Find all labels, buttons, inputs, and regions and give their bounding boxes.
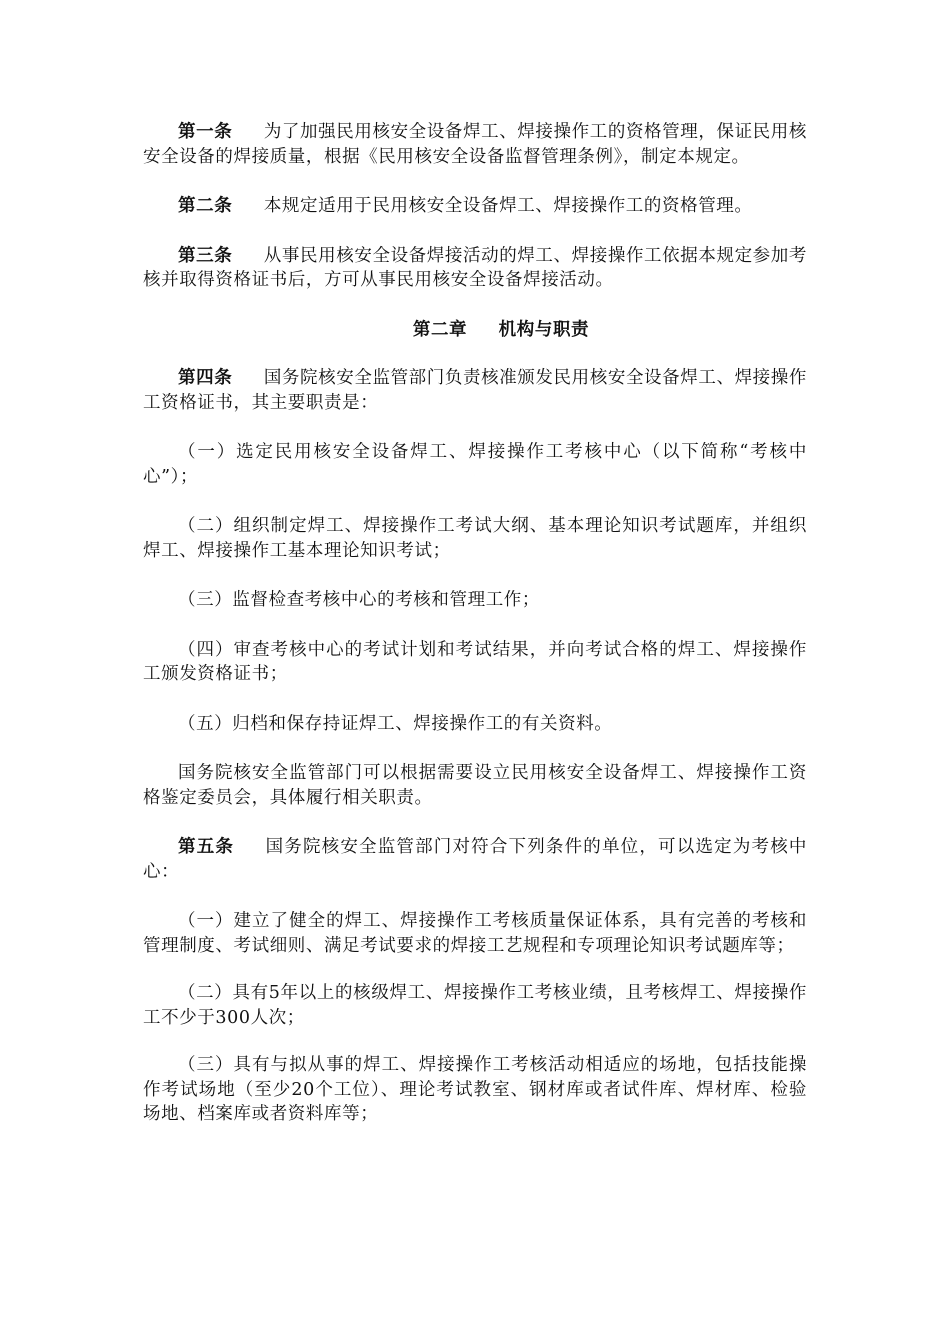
article-4-text: 国务院核安全监管部门负责核准颁发民用核安全设备焊工、焊接操作工资格证书，其主要职责是： xyxy=(143,368,807,413)
article-3-text: 从事民用核安全设备焊接活动的焊工、焊接操作工依据本规定参加考核并取得资格证书后，方可从事民用核安全设备焊接活动。 xyxy=(143,245,807,290)
article-4-item: （一）选定民用核安全设备焊工、焊接操作工考核中心（以下简称“考核中心”）； xyxy=(143,442,807,487)
article-2 xyxy=(143,194,807,219)
article-1 xyxy=(143,120,807,169)
chapter-heading xyxy=(143,318,807,343)
article-3-label: 第三条 xyxy=(178,245,233,266)
article-4-item: （四）审查考核中心的考试计划和考试结果，并向考试合格的焊工、焊接操作工颁发资格证书； xyxy=(143,639,807,684)
article-5-item: （三）具有与拟从事的焊工、焊接操作工考核活动相适应的场地，包括技能操作考试场地（至少20个工位）、理论考试教室、钢材库或者试件库、焊材库、检验场地、档案库或者资料库等； xyxy=(143,1055,807,1124)
article-4-label: 第四条 xyxy=(178,368,233,388)
chapter-title: 机构与职责 xyxy=(498,319,590,340)
article-5 xyxy=(143,835,807,884)
article-4-closing: 国务院核安全监管部门可以根据需要设立民用核安全设备焊工、焊接操作工资格鉴定委员会，具体履行相关职责。 xyxy=(143,763,807,808)
article-5-item: （一）建立了健全的焊工、焊接操作工考核质量保证体系，具有完善的考核和管理制度、考试细则、满足考试要求的焊接工艺规程和专项理论知识考试题库等； xyxy=(143,911,807,956)
article-3 xyxy=(143,244,807,293)
article-4 xyxy=(143,366,807,415)
article-4-item: （五）归档和保存持证焊工、焊接操作工的有关资料。 xyxy=(178,713,613,734)
article-2-label: 第二条 xyxy=(178,196,233,216)
article-4-item: （二）组织制定焊工、焊接操作工考试大纲、基本理论知识考试题库，并组织焊工、焊接操作工基本理论知识考试； xyxy=(143,516,807,561)
article-5-label: 第五条 xyxy=(178,837,235,857)
article-1-label: 第一条 xyxy=(178,122,233,142)
article-2-text: 本规定适用于民用核安全设备焊工、焊接操作工的资格管理。 xyxy=(263,196,753,216)
article-1-text: 为了加强民用核安全设备焊工、焊接操作工的资格管理，保证民用核安全设备的焊接质量，根据《民用核安全设备监督管理条例》，制定本规定。 xyxy=(143,122,807,167)
document-page xyxy=(143,120,807,1150)
article-5-item: （二）具有5年以上的核级焊工、焊接操作工考核业绩，且考核焊工、焊接操作工不少于300人次； xyxy=(143,983,807,1028)
chapter-number: 第二章 xyxy=(412,319,468,340)
article-5-text: 国务院核安全监管部门对符合下列条件的单位，可以选定为考核中心： xyxy=(143,837,807,882)
article-4-item: （三）监督检查考核中心的考核和管理工作； xyxy=(178,590,540,610)
